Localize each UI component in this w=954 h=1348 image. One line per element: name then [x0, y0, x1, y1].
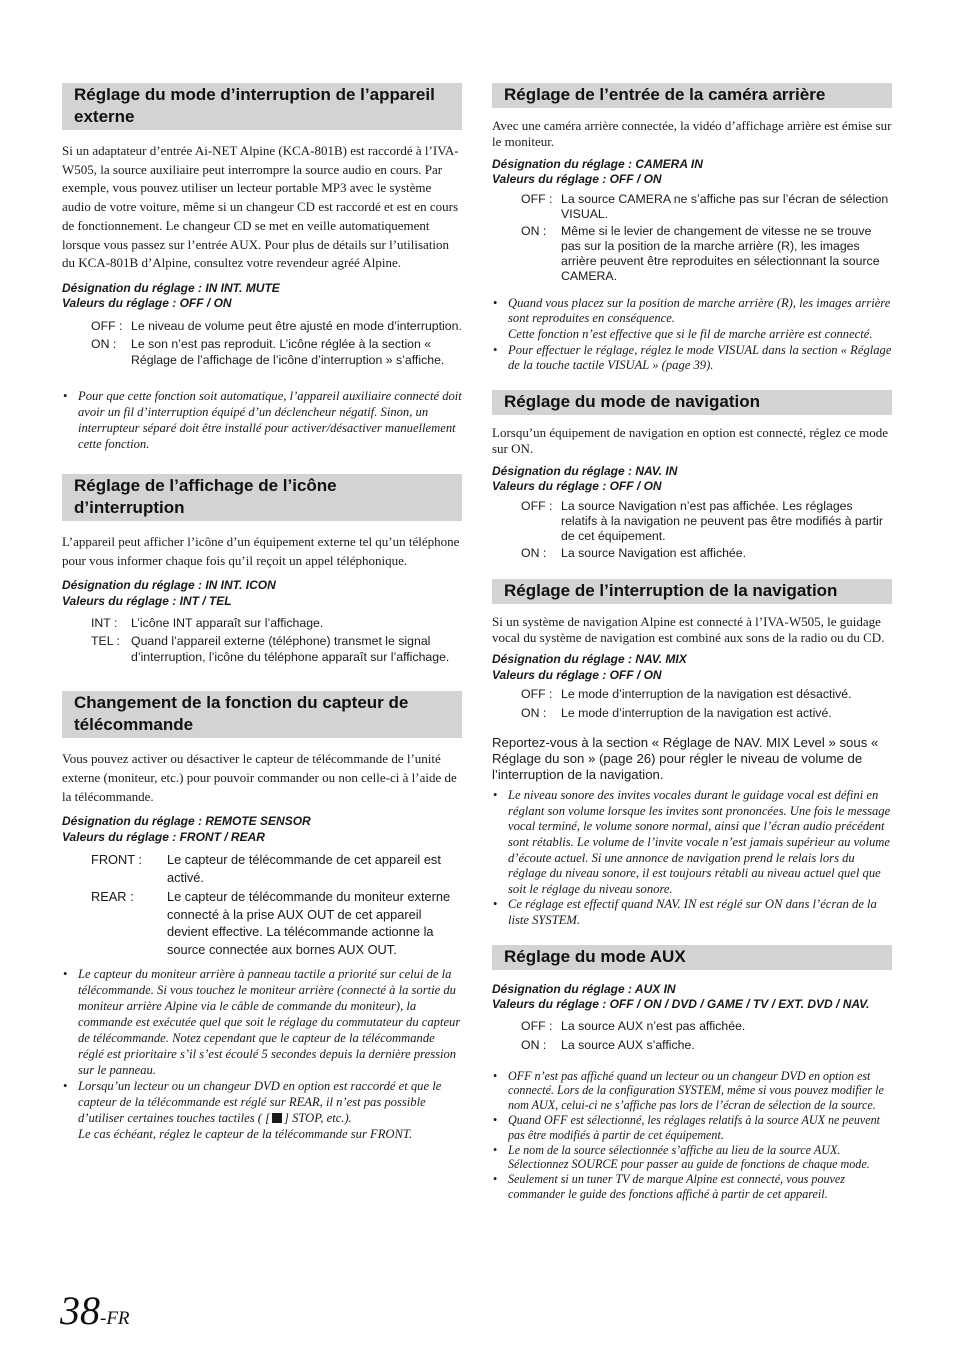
section-body: Avec une caméra arrière connectée, la vidéo d’affichage arrière est émise sur le moniteur. — [492, 118, 892, 150]
value-desc: La source CAMERA ne s’affiche pas sur l’écran de sélection VISUAL. — [561, 191, 889, 221]
setting-designation: Désignation du réglage : AUX IN — [492, 981, 676, 996]
section-heading: Réglage du mode de navigation — [492, 390, 892, 415]
value-key: OFF : — [91, 318, 123, 333]
values-list — [521, 687, 892, 721]
section-heading: Réglage de l’affichage de l’icône d’interruption — [62, 474, 462, 521]
setting-values: Valeurs du réglage : OFF / ON — [492, 667, 662, 682]
notes-list — [492, 1069, 892, 1202]
section-body: Lorsqu’un équipement de navigation en option est connecté, réglez ce mode sur ON. — [492, 424, 888, 457]
value-key: OFF : — [521, 687, 553, 702]
value-desc: La source AUX s’affiche. — [561, 1037, 695, 1052]
value-key: ON : — [521, 706, 547, 721]
value-key: ON : — [521, 545, 547, 560]
note-text: Le cas échéant, réglez le capteur de la télécommande sur FRONT. — [78, 1127, 413, 1142]
value-item — [521, 499, 892, 544]
setting-values: Valeurs du réglage : OFF / ON — [492, 479, 662, 494]
stop-icon — [272, 1113, 282, 1123]
note-item — [492, 296, 892, 343]
section-heading: Réglage du mode AUX — [492, 945, 892, 970]
note-item: • Le niveau sonore des invites vocales durant le guidage vocal est défini en réglant son volume lorsque les invites sont prononcées. Une fois le message vocal terminé, le volume sonore normal, ainsi que l’écran audio précédent sont rétablis. Le volume de l’invite vocale n’est jamais supérieur au volume d’écoute actuel. Si une annonce de navigation prend le relais lors du réglage du niveau sonore, il est toujours rétabli au niveau actuel quel que soit le réglage du niveau sonore. — [492, 788, 892, 897]
section-heading: Réglage du mode d’interruption de l’appareil externe — [62, 83, 462, 130]
value-desc: La source Navigation n’est pas affichée. Les réglages relatifs à la navigation ne peuvent pas être modifiés à partir de cet équipement. — [561, 498, 883, 543]
values-list — [521, 1019, 892, 1053]
value-key: FRONT : — [91, 852, 142, 868]
value-item — [91, 336, 462, 368]
note-item: • Ce réglage est effectif quand NAV. IN est réglé sur ON dans l’écran de la liste SYSTEM. — [492, 897, 892, 928]
values-list — [521, 499, 892, 561]
notes-list — [62, 966, 462, 1142]
page-language-suffix: -FR — [100, 1308, 130, 1329]
section-heading: Réglage de l’entrée de la caméra arrière — [492, 83, 892, 108]
value-key: OFF : — [521, 1018, 553, 1033]
section-navigation-interrupt — [492, 579, 892, 929]
values-list — [91, 851, 462, 958]
value-key: ON : — [521, 1037, 547, 1052]
section-aux-mode — [492, 945, 892, 1202]
values-list — [91, 318, 462, 368]
value-desc: La source Navigation est affichée. — [561, 545, 747, 560]
section-navigation-mode — [492, 390, 892, 561]
section-heading: Changement de la fonction du capteur de télécommande — [62, 691, 462, 738]
note-text: Quand vous placez sur la position de marche arrière (R), les images arrière sont reproduites en conséquence. — [508, 295, 891, 326]
section-body: L’appareil peut afficher l’icône d’un équipement externe tel qu’un téléphone pour vous informer chaque fois qu’il reçoit un appel téléphonique. — [62, 533, 460, 568]
setting-designation: Désignation du réglage : REMOTE SENSOR — [62, 814, 311, 829]
value-item — [91, 318, 462, 334]
values-list — [521, 192, 892, 284]
setting-values: Valeurs du réglage : INT / TEL — [62, 593, 232, 608]
value-desc: Le niveau de volume peut être ajusté en mode d’interruption. — [131, 318, 462, 333]
note-item: • Seulement si un tuner TV de marque Alpine est connecté, vous pouvez commander le guide des fonctions affiché à partir de cet appareil. — [492, 1172, 892, 1202]
value-item — [521, 1038, 892, 1053]
notes-list — [62, 388, 462, 452]
value-item — [91, 633, 462, 665]
reference-text: Reportez-vous à la section « Réglage de NAV. MIX Level » sous « Réglage du son » (page 26) pour régler le niveau de volume de l’interruption de la navigation. — [492, 735, 879, 782]
value-item — [91, 888, 462, 958]
value-desc: Même si le levier de changement de vitesse ne se trouve pas sur la position de la marche arrière (R), les images arrière peuvent être reproduites en sélectionnant la source CAMERA. — [561, 223, 880, 283]
note-item: • Le nom de la source sélectionnée s’affiche au lieu de la source AUX. Sélectionnez SOURCE pour passer au guide de fonctions de chaque mode. — [492, 1143, 892, 1173]
right-column — [492, 83, 892, 1202]
setting-values: Valeurs du réglage : OFF / ON / DVD / GAME / TV / EXT. DVD / NAV. — [492, 997, 870, 1012]
page-number — [60, 1287, 130, 1334]
notes-list — [492, 788, 892, 928]
section-rear-camera — [492, 83, 892, 374]
values-list — [91, 615, 462, 665]
setting-designation: Désignation du réglage : NAV. IN — [492, 463, 678, 478]
setting-values: Valeurs du réglage : OFF / ON — [62, 296, 232, 311]
note-item: • Pour que cette fonction soit automatique, l’appareil auxiliaire connecté doit avoir un fil d’interruption équipé d’un déclencheur négatif. Sinon, un interrupteur séparé doit être installé pour activer/désactiver manuellement cette fonction. — [62, 388, 462, 452]
value-desc: La source AUX n’est pas affichée. — [561, 1018, 746, 1033]
value-key: TEL : — [91, 634, 120, 649]
setting-designation: Désignation du réglage : CAMERA IN — [492, 156, 703, 171]
section-interrupt-icon — [62, 474, 462, 665]
section-body: Si un système de navigation Alpine est connecté à l’IVA-W505, le guidage vocal du système de navigation est combiné aux sons de la radio ou du CD. — [492, 613, 885, 645]
value-key: INT : — [91, 616, 118, 631]
section-body: Si un adaptateur d’entrée Ai-NET Alpine (KCA-801B) est raccordé à l’IVA-W505, la source auxiliaire peut interrompre la source audio en cours. Par exemple, vous pouvez utiliser un lecteur portable MP3 avec le système audio de votre voiture, même si un changeur CD est raccordé et est en cours de fonctionnement. Le changeur CD se met en veille automatiquement lorsque vous passez sur l’entrée AUX. Pour plus de détails sur l’utilisation du KCA-801B d’Alpine, consultez votre revendeur agréé Alpine. — [62, 143, 459, 271]
value-item — [521, 687, 892, 702]
value-key: ON : — [521, 223, 547, 238]
value-desc: Le capteur de télécommande de cet appareil est activé. — [167, 852, 441, 885]
value-desc: Le son n’est pas reproduit. L’icône réglée à la section « Réglage de l’affichage de l’icône d’interruption » s’affiche. — [131, 336, 445, 367]
note-text: Cette fonction n’est effective que si le fil de marche arrière est connecté. — [508, 327, 873, 341]
value-item — [521, 224, 892, 284]
section-remote-sensor — [62, 691, 462, 1142]
note-text: Lorsqu’un lecteur ou un changeur DVD en option est raccordé et que le capteur de la télécommande est réglé sur REAR, il n’est pas possible d’utiliser certaines touches tactiles ( [ — [78, 1079, 442, 1126]
section-body: Vous pouvez activer ou désactiver le capteur de télécommande de l’unité externe (moniteur, etc.) pour pouvoir commander ou non celle-ci à l’aide de la télécommande. — [62, 751, 457, 804]
value-item — [91, 851, 462, 886]
note-item — [62, 1078, 462, 1142]
notes-list — [492, 296, 892, 374]
setting-designation: Désignation du réglage : NAV. MIX — [492, 652, 687, 667]
note-item: • Le capteur du moniteur arrière à panneau tactile a priorité sur celui de la télécommande. Si vous touchez le moniteur arrière (connecté à la sortie du moniteur arrière Alpine via le câble de commande du moniteur), la commande est exécutée quel que soit le réglage du commutateur du capteur de télécommande. Notez cependant que le capteur de la télécommande réglé est prioritaire s’il s’est écoulé 5 secondes depuis la dernière pression sur le panneau. — [62, 966, 462, 1078]
value-key: OFF : — [521, 498, 553, 513]
note-item: • Quand OFF est sélectionné, les réglages relatifs à la source AUX ne peuvent pas être modifiés à partir de cet équipement. — [492, 1113, 892, 1143]
setting-designation: Désignation du réglage : IN INT. ICON — [62, 578, 276, 593]
value-desc: Le capteur de télécommande du moniteur externe connecté à la prise AUX OUT de cet appareil devient effective. La télécommande actionne la source connectée aux bornes AUX OUT. — [167, 889, 451, 957]
note-item: • Pour effectuer le réglage, réglez le mode VISUAL dans la section « Réglage de la touche tactile VISUAL » (page 39). — [492, 343, 892, 374]
value-key: OFF : — [521, 191, 553, 206]
note-text: ] STOP, etc.). — [284, 1111, 352, 1126]
value-key: REAR : — [91, 889, 134, 905]
left-column — [62, 83, 462, 1142]
value-item — [91, 615, 462, 631]
setting-values: Valeurs du réglage : FRONT / REAR — [62, 829, 265, 844]
page-number-value: 38 — [60, 1288, 100, 1333]
section-external-interrupt — [62, 83, 462, 452]
value-item — [521, 706, 892, 721]
note-item: • OFF n’est pas affiché quand un lecteur ou un changeur DVD en option est connecté. Lors de la configuration SYSTEM, même si vous pouvez modifier le nom AUX, celui-ci ne s’affiche pas lors de l’écran de sélection de la source. — [492, 1069, 892, 1113]
value-desc: Le mode d’interruption de la navigation est activé. — [561, 706, 832, 721]
value-desc: L’icône INT apparaît sur l’affichage. — [131, 616, 324, 631]
value-item — [521, 192, 892, 222]
value-item — [521, 546, 892, 561]
value-key: ON : — [91, 336, 117, 351]
value-desc: Le mode d’interruption de la navigation est désactivé. — [561, 687, 852, 702]
value-desc: Quand l’appareil externe (téléphone) transmet le signal d’interruption, l’icône du téléphone apparaît sur l’affichage. — [131, 634, 450, 665]
setting-designation: Désignation du réglage : IN INT. MUTE — [62, 280, 280, 295]
section-heading: Réglage de l’interruption de la navigation — [492, 579, 892, 604]
value-item — [521, 1019, 892, 1034]
setting-values: Valeurs du réglage : OFF / ON — [492, 172, 662, 187]
